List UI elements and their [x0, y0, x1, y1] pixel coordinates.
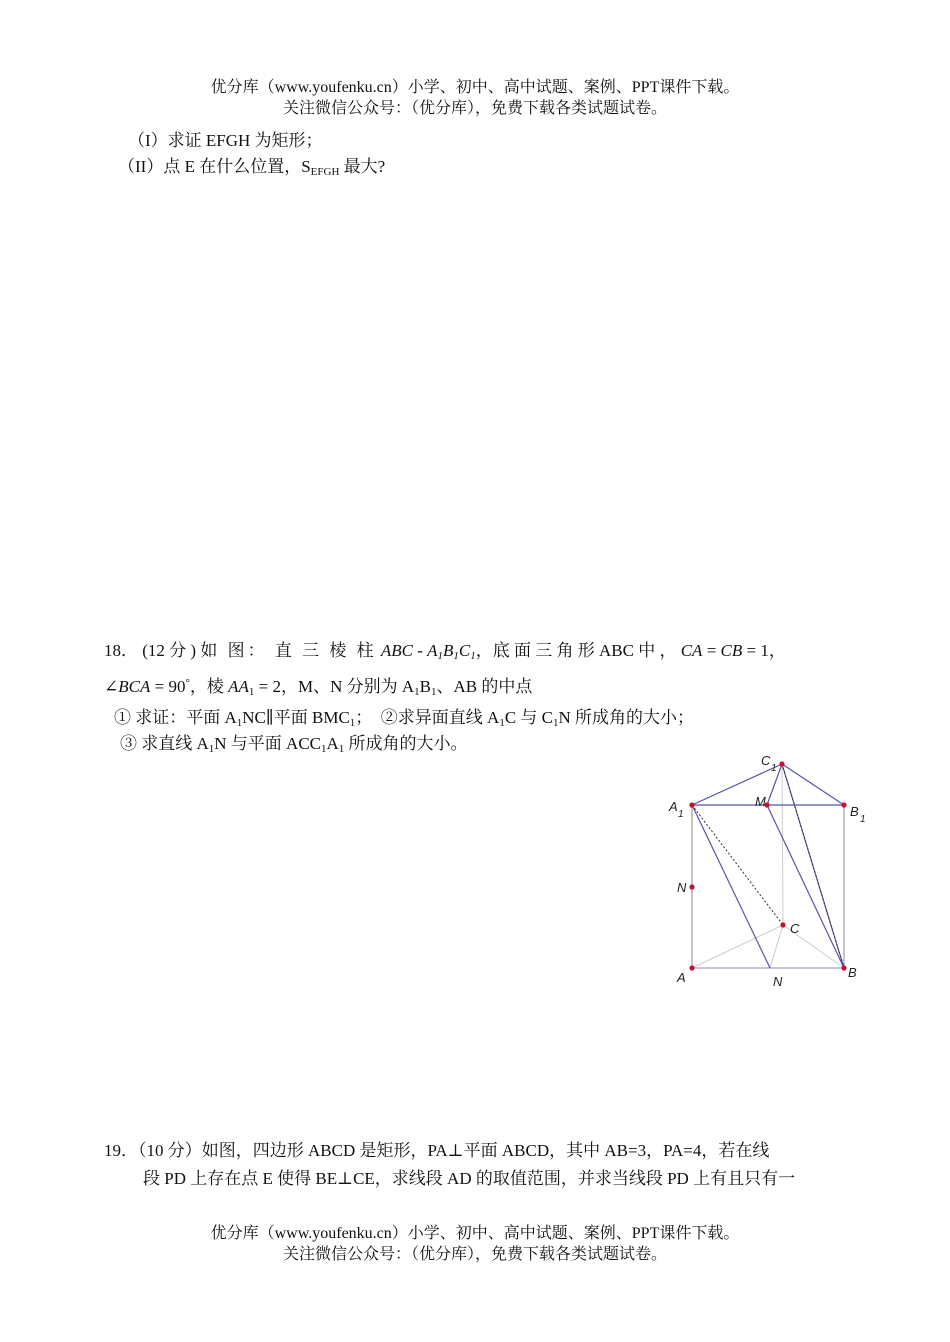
q18-line-2: ∠BCA = 90°，棱 $AA_1 = 2$，M、N 分别为 $A_1B_1$、AB 的中点 — [104, 677, 533, 698]
point-B1 — [841, 802, 846, 807]
segment-CN — [770, 925, 783, 968]
label-B1: B — [850, 804, 859, 819]
point-A1 — [689, 802, 694, 807]
q17-part-1: （I）求证 EFGH 为矩形； — [128, 131, 323, 150]
header-line-2: 关注微信公众号：（优分库），免费下载各类试题试卷。 — [282, 100, 667, 117]
point-C1 — [779, 761, 784, 766]
edge-CC1 — [782, 764, 783, 925]
label-A1-sub: 1 — [678, 809, 684, 820]
q17-part-2: （II）点 E 在什么位置，$S_{EFGH}$ 最大? — [118, 157, 386, 178]
label-A1: A — [669, 799, 678, 814]
label-C: C — [790, 921, 800, 936]
q18-number: 18． — [104, 641, 138, 660]
point-B — [841, 965, 846, 970]
label-B1-sub: 1 — [860, 814, 866, 825]
label-C1: C — [761, 753, 771, 768]
label-N-side: N — [677, 880, 687, 895]
prism-figure — [660, 748, 880, 998]
q18-line-1: 18． (12 分 ) 如 图： 直 三 棱 柱 ABC - $A_1B_1C_1$，底 面 三 角 形 ABC 中 ， CA = CB = 1， — [104, 641, 786, 662]
q18-items-1-2: ① 求证：平面 $A_1NC\parallel$平面 $BMC_1$； ②求异面直线 $A_1C$ 与 $C_1N$ 所成角的大小； — [114, 708, 695, 729]
q18-score: (12 分 ) — [142, 641, 197, 660]
q18-item-3: ③ 求直线 $A_1N$ 与平面 $ACC_1A_1$ 所成角的大小。 — [120, 734, 468, 755]
label-C1-sub: 1 — [771, 763, 777, 774]
q19-line-1: 19．（10 分）如图，四边形 ABCD 是矩形，PA⊥平面 ABCD，其中 AB=3，PA=4，若在线 — [104, 1141, 770, 1160]
label-N: N — [773, 974, 783, 989]
edge-C1B1 — [782, 764, 844, 805]
footer-line-2: 关注微信公众号：（优分库），免费下载各类试题试卷。 — [282, 1246, 667, 1263]
footer-line-1: 优分库（www.youfenku.cn）小学、初中、高中试题、案例、PPT课件下载。 — [210, 1225, 740, 1242]
point-A — [689, 965, 694, 970]
label-A: A — [677, 970, 686, 985]
header-line-1: 优分库（www.youfenku.cn）小学、初中、高中试题、案例、PPT课件下载。 — [210, 79, 740, 96]
edge-AC — [692, 925, 783, 968]
segment-A1N — [692, 805, 770, 968]
point-C — [780, 922, 785, 927]
label-M: M — [755, 794, 766, 809]
q19-line-2: 段 PD 上存在点 E 使得 BE⊥CE，求线段 AD 的取值范围，并求当线段 PD 上有且只有一 — [143, 1169, 796, 1188]
segment-MB — [767, 805, 844, 968]
point-N-side — [689, 884, 694, 889]
edge-A1C1 — [692, 764, 782, 805]
label-B: B — [848, 965, 857, 980]
segment-A1C — [692, 805, 783, 925]
